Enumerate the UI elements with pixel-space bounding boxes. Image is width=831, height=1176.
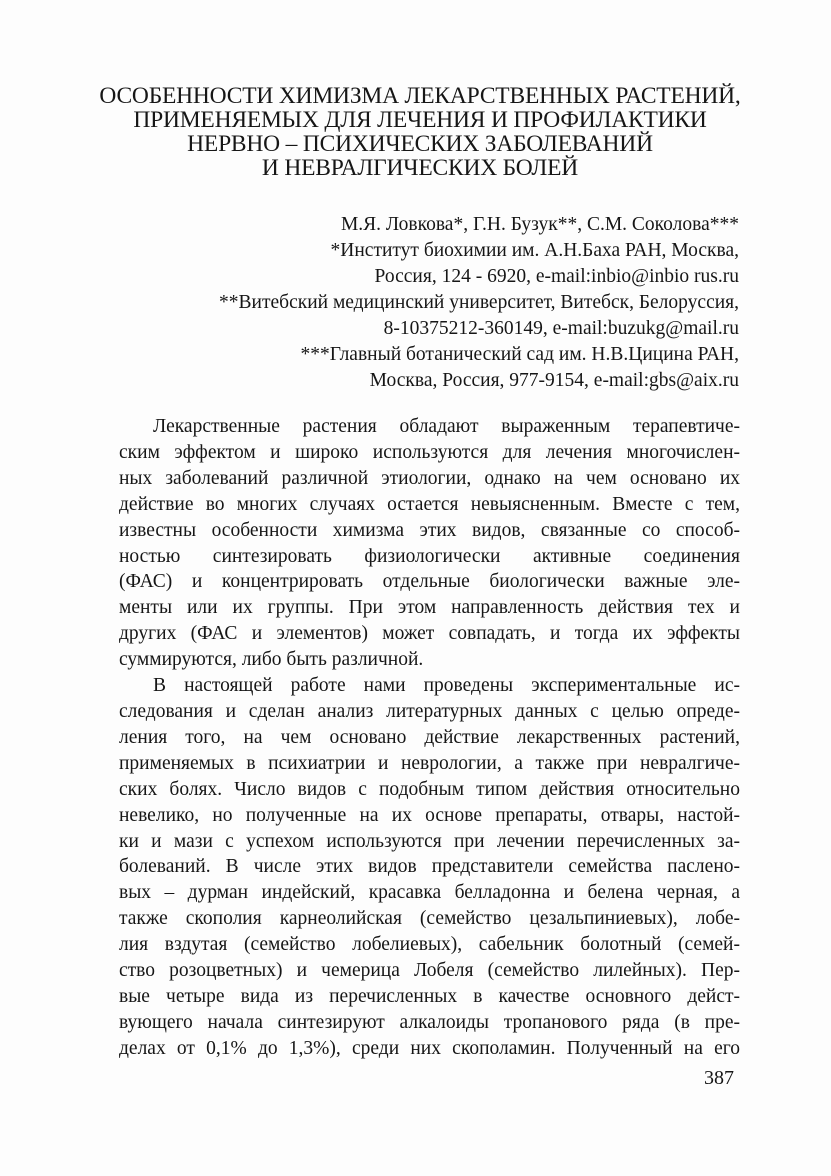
affiliation-line: **Витебский медицинский университет, Витебск, Белоруссия, xyxy=(219,292,739,313)
paragraph-1 xyxy=(119,414,740,673)
text-line: ских болях. Число видов с подобным типом действия относительно xyxy=(119,778,740,800)
text-line: невелико, но полученные на их основе препараты, отвары, настой- xyxy=(119,804,740,826)
text-line: менты или их группы. При этом направленность действия тех и xyxy=(119,597,740,619)
text-line: вующего начала синтезируют алкалоиды тропанового ряда (в пре- xyxy=(119,1011,740,1033)
authors-names: М.Я. Ловкова*, Г.Н. Бузук**, С.М. Соколова*** xyxy=(340,214,739,235)
text-line: известны особенности химизма этих видов, связанные со способ- xyxy=(119,519,740,541)
text-line: применяемых в психиатрии и неврологии, а также при невралгиче- xyxy=(119,752,740,774)
text-line: ностью синтезировать физиологически активные соединения xyxy=(119,545,740,567)
authors-block xyxy=(39,212,739,394)
affiliation-line: 8-10375212-360149, e-mail:buzukg@mail.ru xyxy=(383,318,739,339)
title-line: НЕРВНО – ПСИХИЧЕСКИХ ЗАБОЛЕВАНИЙ xyxy=(187,131,653,157)
text-line: других (ФАС и элементов) может совпадать, и тогда их эффекты xyxy=(119,623,740,645)
title-line: ПРИМЕНЯЕМЫХ ДЛЯ ЛЕЧЕНИЯ И ПРОФИЛАКТИКИ xyxy=(133,107,707,133)
page-number: 387 xyxy=(704,1067,734,1089)
title-line: И НЕВРАЛГИЧЕСКИХ БОЛЕЙ xyxy=(261,155,579,181)
text-line: вых – дурман индейский, красавка белладонна и белена черная, а xyxy=(119,882,740,904)
text-line: вые четыре вида из перечисленных в качестве основного дейст- xyxy=(119,985,740,1007)
affiliation-line: *Институт биохимии им. А.Н.Баха РАН, Москва, xyxy=(330,240,739,261)
article-title xyxy=(60,84,780,180)
text-line: делах от 0,1% до 1,3%), среди них скополамин. Полученный на его xyxy=(119,1037,740,1059)
text-line: лия вздутая (семейство лобелиевых), сабельник болотный (семей- xyxy=(119,934,740,956)
text-line: следования и сделан анализ литературных данных с целью опреде- xyxy=(119,700,740,722)
text-line: также скополия карнеолийская (семейство цезальпиниевых), лобе- xyxy=(119,908,740,930)
affiliation-line: Россия, 124 - 6920, e-mail:inbio@inbio rus.ru xyxy=(374,266,739,287)
text-line: ским эффектом и широко используются для лечения многочислен- xyxy=(119,441,740,463)
text-line: (ФАС) и концентрировать отдельные биологически важные эле- xyxy=(119,571,740,593)
text-line: Лекарственные растения обладают выраженным терапевтиче- xyxy=(153,416,740,437)
text-line: болеваний. В числе этих видов представители семейства пасленo- xyxy=(119,856,740,878)
text-line: суммируются, либо быть различной. xyxy=(119,649,424,671)
text-line: ство розоцветных) и чемерица Лобеля (семейство лилейных). Пер- xyxy=(119,960,740,982)
affiliation-line: Москва, Россия, 977-9154, e-mail:gbs@aix.ru xyxy=(369,370,739,391)
affiliation-line: ***Главный ботанический сад им. Н.В.Цицина РАН, xyxy=(300,344,739,365)
title-line: ОСОБЕННОСТИ ХИМИЗМА ЛЕКАРСТВЕННЫХ РАСТЕНИЙ, xyxy=(99,83,741,109)
text-line: В настоящей работе нами проведены экспериментальные ис- xyxy=(153,675,740,697)
text-line: ных заболеваний различной этиологии, однако на чем основано их xyxy=(119,467,740,489)
text-line: ления того, на чем основано действие лекарственных растений, xyxy=(119,726,740,748)
text-line: действие во многих случаях остается невыясненным. Вместе с тем, xyxy=(119,493,740,515)
text-line: ки и мази с успехом используются при лечении перечисленных за- xyxy=(119,830,740,852)
paragraph-2 xyxy=(119,673,740,1062)
article-body xyxy=(119,414,740,1062)
